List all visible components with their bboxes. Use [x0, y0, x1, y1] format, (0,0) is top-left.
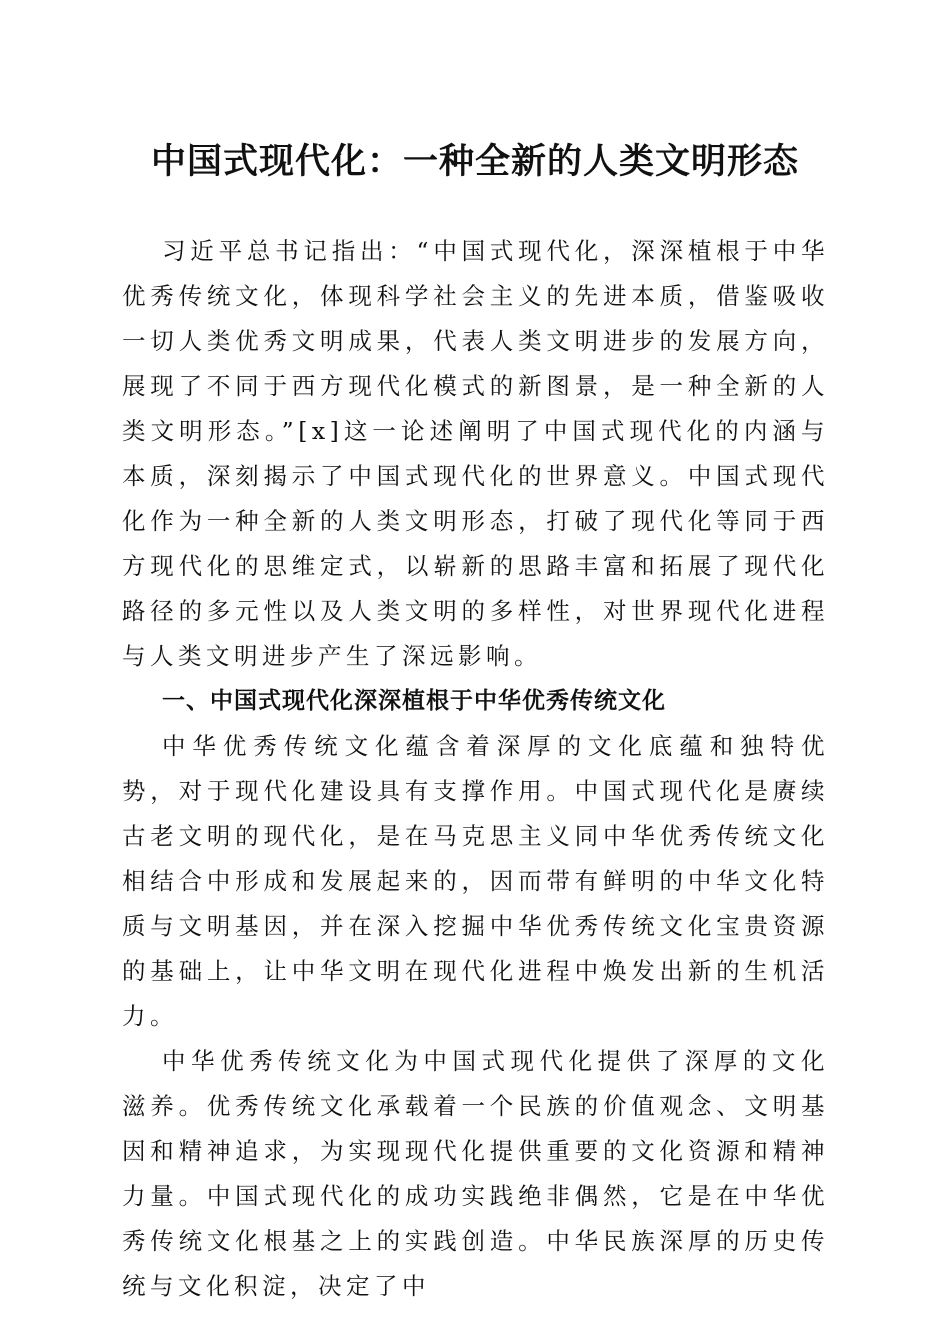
section-paragraph: 中华优秀传统文化蕴含着深厚的文化底蕴和独特优势，对于现代化建设具有支撑作用。中国式现代化是赓续古老文明的现代化，是在马克思主义同中华优秀传统文化相结合中形成和发展起来的，因而带有鲜明的中华文化特质与文明基因，并在深入挖掘中华优秀传统文化宝贵资源的基础上，让中华文明在现代化进程中焕发出新的生机活力。: [122, 732, 829, 1030]
intro-paragraph: 习近平总书记指出：“中国式现代化，深深植根于中华优秀传统文化，体现科学社会主义的先进本质，借鉴吸收一切人类优秀文明成果，代表人类文明进步的发展方向，展现了不同于西方现代化模式的新图景，是一种全新的人类文明形态。”[x]这一论述阐明了中国式现代化的内涵与本质，深刻揭示了中国式现代化的世界意义。中国式现代化作为一种全新的人类文明形态，打破了现代化等同于西方现代化的思维定式，以崭新的思路丰富和拓展了现代化路径的多元性以及人类文明的多样性，对世界现代化进程与人类文明进步产生了深远影响。: [122, 237, 829, 670]
section-paragraph: 中华优秀传统文化为中国式现代化提供了深厚的文化滋养。优秀传统文化承载着一个民族的价值观念、文明基因和精神追求，为实现现代化提供重要的文化资源和精神力量。中国式现代化的成功实践绝非偶然，它是在中华优秀传统文化根基之上的实践创造。中华民族深厚的历史传统与文化积淀，决定了中: [122, 1047, 829, 1300]
document-body: [122, 229, 829, 1309]
section-heading: 一、中国式现代化深深植根于中华优秀传统文化: [162, 688, 666, 714]
document-title: 中国式现代化：一种全新的人类文明形态: [150, 141, 799, 182]
